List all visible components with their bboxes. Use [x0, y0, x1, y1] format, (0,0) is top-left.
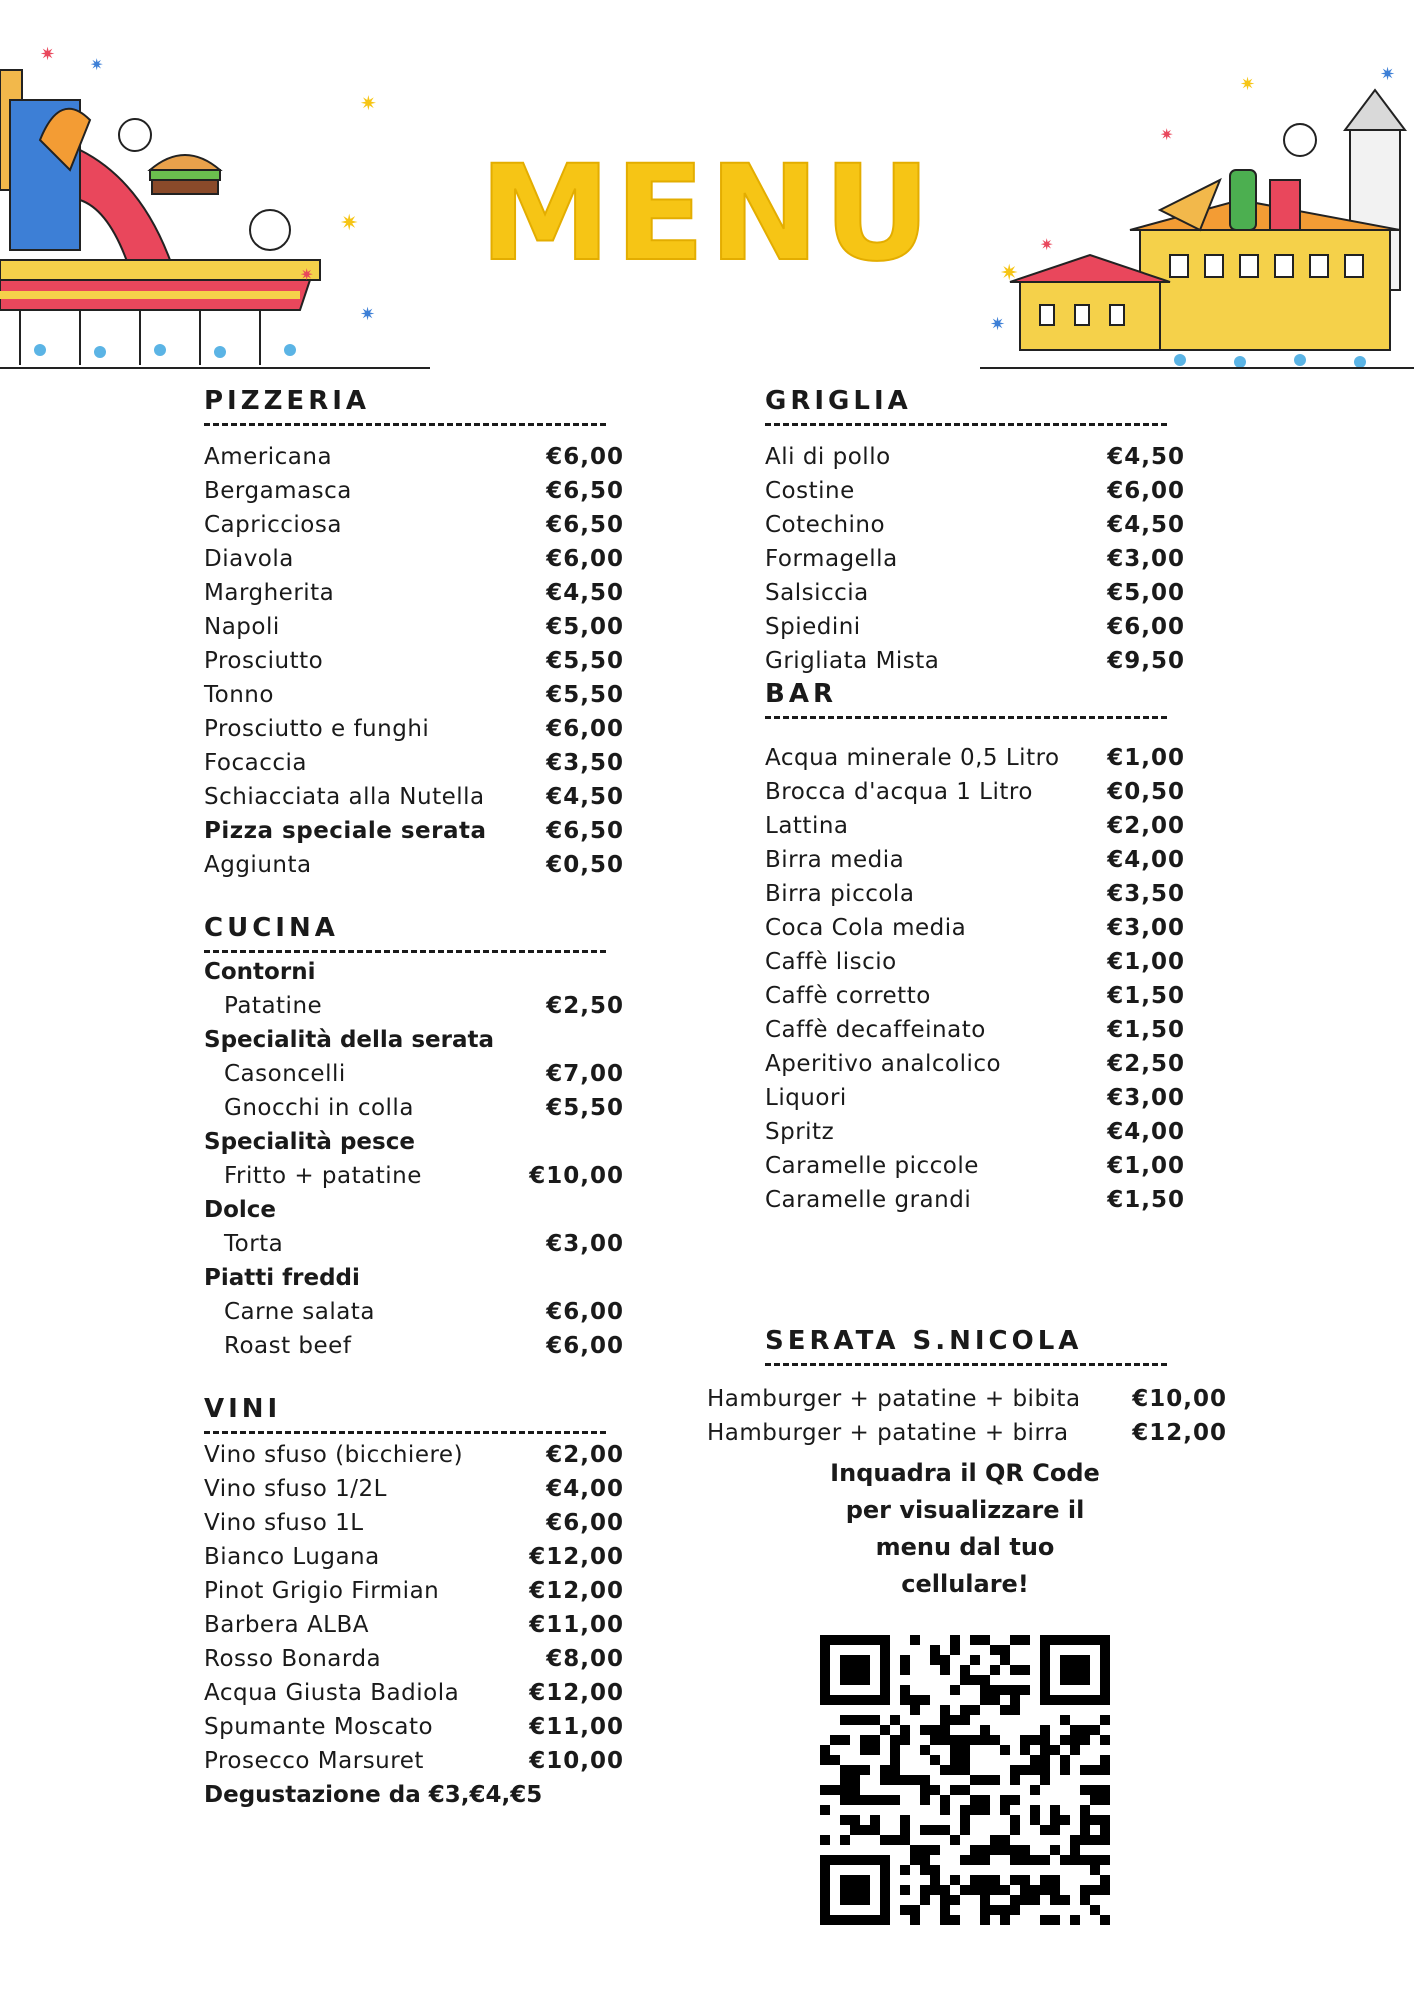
- svg-text:✷: ✷: [360, 91, 377, 115]
- menu-item-price: €10,00: [529, 1748, 624, 1774]
- section-title-griglia: GRIGLIA: [765, 386, 912, 416]
- menu-item: [765, 843, 1185, 877]
- menu-item-name: Diavola: [204, 546, 294, 572]
- menu-item: [204, 1710, 624, 1744]
- menu-item-name: Brocca d'acqua 1 Litro: [765, 779, 1033, 805]
- menu-item-name: Spiedini: [765, 614, 861, 640]
- menu-item-price: €1,00: [1107, 949, 1185, 975]
- menu-item-name: Carne salata: [224, 1299, 375, 1325]
- section-title-bar: BAR: [765, 679, 837, 709]
- menu-item-price: €4,50: [546, 580, 624, 606]
- svg-text:✷: ✷: [1040, 235, 1054, 254]
- menu-item-price: €4,00: [1107, 1119, 1185, 1145]
- menu-item: [204, 746, 624, 780]
- menu-item-price: €5,50: [546, 648, 624, 674]
- menu-item: [204, 814, 624, 848]
- menu-item-name: Acqua minerale 0,5 Litro: [765, 745, 1060, 771]
- right-column: [765, 385, 1185, 1217]
- menu-item-name: Costine: [765, 478, 855, 504]
- menu-item-price: €6,00: [546, 1299, 624, 1325]
- menu-item: [765, 508, 1185, 542]
- menu-item-price: €1,50: [1107, 1017, 1185, 1043]
- menu-item-price: €12,00: [1132, 1420, 1227, 1446]
- menu-item-name: Lattina: [765, 813, 849, 839]
- menu-item-price: €6,00: [1107, 614, 1185, 640]
- menu-item-name: Coca Cola media: [765, 915, 967, 941]
- menu-item: [765, 945, 1185, 979]
- cucina-list: [204, 955, 624, 1363]
- menu-item-price: €6,00: [546, 546, 624, 572]
- menu-item-name: Formagella: [765, 546, 898, 572]
- menu-item-name: Vino sfuso (bicchiere): [204, 1442, 464, 1468]
- menu-item-name: Focaccia: [204, 750, 307, 776]
- menu-item-name: Spritz: [765, 1119, 835, 1145]
- menu-item: [204, 1608, 624, 1642]
- menu-item: [765, 1013, 1185, 1047]
- menu-item: [204, 1574, 624, 1608]
- section-title-serata: SERATA S.NICOLA: [765, 1326, 1083, 1356]
- menu-item-name: Margherita: [204, 580, 335, 606]
- menu-item-price: €0,50: [546, 852, 624, 878]
- section-title-cucina: CUCINA: [204, 913, 339, 943]
- menu-item: [204, 610, 624, 644]
- menu-item: [707, 1416, 1227, 1450]
- pizzeria-list: [204, 440, 624, 882]
- menu-item-name: Birra piccola: [765, 881, 915, 907]
- menu-item-price: €4,50: [546, 784, 624, 810]
- menu-item-price: €2,50: [1107, 1051, 1185, 1077]
- menu-item: [204, 848, 624, 882]
- qr-caption: [800, 1455, 1130, 1603]
- menu-item-price: €6,00: [546, 444, 624, 470]
- menu-item-name: Prosciutto e funghi: [204, 716, 430, 742]
- menu-item-name: Pinot Grigio Firmian: [204, 1578, 440, 1604]
- menu-item-price: €2,00: [1107, 813, 1185, 839]
- menu-item-name: Torta: [224, 1231, 284, 1257]
- menu-item: [204, 1295, 624, 1329]
- svg-text:✷: ✷: [340, 211, 359, 236]
- svg-text:✷: ✷: [40, 44, 56, 65]
- serata-list: [707, 1382, 1227, 1450]
- section-divider: [765, 423, 1167, 426]
- menu-item-price: €2,00: [546, 1442, 624, 1468]
- menu-item-price: €4,50: [1107, 512, 1185, 538]
- menu-item: [204, 1438, 624, 1472]
- menu-item: [765, 644, 1185, 678]
- menu-item: [204, 1506, 624, 1540]
- menu-item-price: €3,00: [1107, 546, 1185, 572]
- svg-text:✷: ✷: [300, 265, 314, 284]
- menu-item: [765, 1047, 1185, 1081]
- menu-item: [204, 1676, 624, 1710]
- menu-item: [204, 1540, 624, 1574]
- menu-item: [204, 1642, 624, 1676]
- menu-group-heading: Contorni: [204, 959, 316, 985]
- menu-item: [204, 712, 624, 746]
- menu-item-price: €5,00: [546, 614, 624, 640]
- menu-item-price: €3,00: [1107, 915, 1185, 941]
- menu-item-name: Schiacciata alla Nutella: [204, 784, 485, 810]
- menu-item-name: Patatine: [224, 993, 323, 1019]
- menu-item-name: Liquori: [765, 1085, 847, 1111]
- menu-item-name: Vino sfuso 1L: [204, 1510, 364, 1536]
- menu-item-price: €3,50: [1107, 881, 1185, 907]
- menu-item: [765, 1081, 1185, 1115]
- menu-item-name: Salsiccia: [765, 580, 869, 606]
- menu-item-price: €11,00: [529, 1714, 624, 1740]
- menu-item-name: Caramelle grandi: [765, 1187, 972, 1213]
- menu-item: [204, 989, 624, 1023]
- menu-item-price: €6,00: [546, 1333, 624, 1359]
- menu-item-name: Aggiunta: [204, 852, 312, 878]
- menu-item-price: €1,00: [1107, 745, 1185, 771]
- menu-item: [765, 741, 1185, 775]
- menu-item-name: Vino sfuso 1/2L: [204, 1476, 387, 1502]
- menu-item: [204, 1227, 624, 1261]
- menu-item-price: €6,50: [546, 478, 624, 504]
- menu-item: [765, 809, 1185, 843]
- menu-item-price: €6,50: [546, 818, 624, 844]
- menu-item-price: €12,00: [529, 1578, 624, 1604]
- bar-list: [765, 741, 1185, 1217]
- menu-item-price: €4,00: [1107, 847, 1185, 873]
- menu-item-name: Acqua Giusta Badiola: [204, 1680, 460, 1706]
- menu-item-name: Rosso Bonarda: [204, 1646, 382, 1672]
- menu-item-name: Hamburger + patatine + birra: [707, 1420, 1069, 1446]
- menu-item-name: Grigliata Mista: [765, 648, 940, 674]
- menu-item: [765, 877, 1185, 911]
- menu-item-price: €1,50: [1107, 1187, 1185, 1213]
- section-divider: [204, 1431, 606, 1434]
- qr-caption-line: per visualizzare il: [845, 1496, 1085, 1524]
- menu-item-price: €8,00: [546, 1646, 624, 1672]
- menu-item-name: Americana: [204, 444, 333, 470]
- menu-item-name: Ali di pollo: [765, 444, 891, 470]
- menu-item-name: Caffè corretto: [765, 983, 931, 1009]
- menu-item: [204, 780, 624, 814]
- menu-item-price: €6,00: [546, 1510, 624, 1536]
- svg-text:✷: ✷: [1380, 64, 1396, 85]
- svg-text:✷: ✷: [990, 314, 1006, 335]
- menu-item: [765, 979, 1185, 1013]
- svg-text:✷: ✷: [1160, 125, 1174, 144]
- menu-item: [204, 1472, 624, 1506]
- menu-item-name: Spumante Moscato: [204, 1714, 434, 1740]
- vini-list: [204, 1438, 624, 1778]
- menu-item: [765, 474, 1185, 508]
- menu-group-heading: Specialità pesce: [204, 1129, 415, 1155]
- menu-item-price: €5,50: [546, 1095, 624, 1121]
- menu-group-heading: Dolce: [204, 1197, 277, 1223]
- menu-item: [204, 542, 624, 576]
- menu-item-name: Napoli: [204, 614, 280, 640]
- menu-item-price: €0,50: [1107, 779, 1185, 805]
- section-divider: [204, 950, 606, 953]
- menu-group-heading: Specialità della serata: [204, 1027, 494, 1053]
- menu-item-price: €5,50: [546, 682, 624, 708]
- menu-item: [765, 610, 1185, 644]
- qr-caption-line: Inquadra il QR Code: [830, 1459, 1100, 1487]
- menu-item: [765, 576, 1185, 610]
- menu-item-name: Prosciutto: [204, 648, 324, 674]
- menu-item-price: €5,00: [1107, 580, 1185, 606]
- menu-item-name: Prosecco Marsuret: [204, 1748, 424, 1774]
- menu-item-price: €4,00: [546, 1476, 624, 1502]
- serata-section: [707, 1325, 1227, 1450]
- tasting-note: Degustazione da €3,€4,€5: [204, 1782, 543, 1808]
- menu-item-price: €6,00: [546, 716, 624, 742]
- menu-item-name: Gnocchi in colla: [224, 1095, 414, 1121]
- left-column: [204, 385, 624, 1812]
- menu-item: [765, 542, 1185, 576]
- menu-item: [765, 911, 1185, 945]
- menu-item-price: €12,00: [529, 1544, 624, 1570]
- section-divider: [204, 423, 606, 426]
- menu-item-price: €6,50: [546, 512, 624, 538]
- qr-caption-line: menu dal tuo: [875, 1533, 1055, 1561]
- section-title-pizzeria: PIZZERIA: [204, 386, 371, 416]
- menu-item-price: €1,50: [1107, 983, 1185, 1009]
- menu-item: [204, 474, 624, 508]
- svg-text:✷: ✷: [90, 55, 104, 74]
- menu-item: [707, 1382, 1227, 1416]
- menu-item-name: Capricciosa: [204, 512, 342, 538]
- menu-item-name: Bianco Lugana: [204, 1544, 380, 1570]
- menu-item-price: €10,00: [1132, 1386, 1227, 1412]
- qr-code-icon[interactable]: [820, 1635, 1110, 1925]
- griglia-list: [765, 440, 1185, 678]
- section-title-vini: VINI: [204, 1394, 282, 1424]
- menu-item-price: €12,00: [529, 1680, 624, 1706]
- menu-group-heading: Piatti freddi: [204, 1265, 360, 1291]
- menu-item-name: Bergamasca: [204, 478, 352, 504]
- menu-item: [204, 644, 624, 678]
- menu-item-name: Caffè decaffeinato: [765, 1017, 986, 1043]
- menu-item-name: Tonno: [204, 682, 274, 708]
- menu-item: [204, 1091, 624, 1125]
- svg-text:✷: ✷: [1240, 74, 1256, 95]
- menu-item: [765, 1149, 1185, 1183]
- menu-item-price: €3,00: [1107, 1085, 1185, 1111]
- menu-item: [204, 678, 624, 712]
- menu-item: [765, 1183, 1185, 1217]
- page-title: MENU: [479, 137, 935, 291]
- menu-item-name: Barbera ALBA: [204, 1612, 370, 1638]
- menu-item: [204, 1329, 624, 1363]
- menu-item-price: €1,00: [1107, 1153, 1185, 1179]
- menu-item-price: €6,00: [1107, 478, 1185, 504]
- menu-item: [204, 1057, 624, 1091]
- svg-text:✷: ✷: [1000, 261, 1019, 286]
- menu-item: [765, 440, 1185, 474]
- qr-caption-line: cellulare!: [901, 1570, 1029, 1598]
- menu-item-price: €3,50: [546, 750, 624, 776]
- menu-item: [204, 1744, 624, 1778]
- menu-item-name: Cotechino: [765, 512, 886, 538]
- svg-text:✷: ✷: [360, 304, 376, 325]
- menu-item-price: €3,00: [546, 1231, 624, 1257]
- menu-item: [204, 576, 624, 610]
- menu-item-name: Hamburger + patatine + bibita: [707, 1386, 1081, 1412]
- menu-item-name: Casoncelli: [224, 1061, 346, 1087]
- section-divider: [765, 716, 1167, 719]
- menu-item: [204, 508, 624, 542]
- menu-item-name: Roast beef: [224, 1333, 352, 1359]
- menu-item-name: Birra media: [765, 847, 905, 873]
- menu-item-name: Aperitivo analcolico: [765, 1051, 1002, 1077]
- menu-item: [204, 1159, 624, 1193]
- menu-item-name: Caramelle piccole: [765, 1153, 979, 1179]
- section-divider: [765, 1363, 1167, 1366]
- menu-item-price: €2,50: [546, 993, 624, 1019]
- menu-item-price: €10,00: [529, 1163, 624, 1189]
- menu-item-price: €11,00: [529, 1612, 624, 1638]
- menu-item-price: €9,50: [1107, 648, 1185, 674]
- menu-item-name: Pizza speciale serata: [204, 818, 487, 844]
- menu-item-name: Fritto + patatine: [224, 1163, 422, 1189]
- menu-item-price: €4,50: [1107, 444, 1185, 470]
- menu-item: [204, 440, 624, 474]
- menu-item: [765, 775, 1185, 809]
- menu-item: [765, 1115, 1185, 1149]
- menu-item-price: €7,00: [546, 1061, 624, 1087]
- menu-item-name: Caffè liscio: [765, 949, 897, 975]
